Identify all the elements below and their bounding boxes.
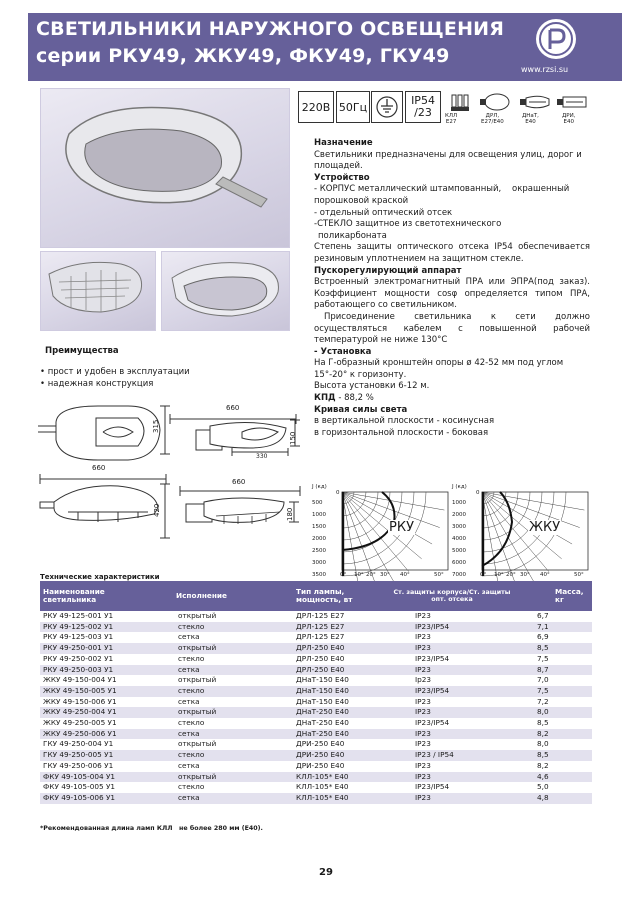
dri-lamp-caption: ДРИ, Е40 bbox=[562, 113, 576, 125]
advantages-list bbox=[40, 366, 190, 390]
drawing-side-view-2 bbox=[180, 494, 288, 528]
cell-mass: 7,5 bbox=[515, 686, 592, 697]
polar-ray bbox=[342, 492, 360, 582]
cell-name: ФКУ 49-105-004 У1 bbox=[40, 772, 156, 783]
dim-label-420: 420 bbox=[153, 503, 161, 517]
cell-lamp: ДНаТ-150 Е40 bbox=[293, 686, 389, 697]
cell-execution: сетка bbox=[178, 760, 200, 770]
polar-unit-label: J (кд) bbox=[312, 484, 327, 490]
cell-protection: IP23 bbox=[389, 665, 515, 676]
cell-name: РКУ 49-250-001 У1 bbox=[40, 643, 156, 654]
cell-protection: IP23/IP54 bbox=[415, 653, 450, 663]
table-row bbox=[40, 632, 592, 643]
cell-name: ЖКУ 49-250-004 У1 bbox=[40, 707, 156, 718]
cell-execution: открытый bbox=[178, 611, 217, 620]
dim-label-315: 315 bbox=[152, 419, 160, 433]
polar-tick-label: 1000 bbox=[312, 512, 326, 518]
cell-lamp: ДНаТ-150 Е40 bbox=[296, 675, 349, 685]
cell-lamp: ДНаТ-250 Е40 bbox=[293, 729, 389, 740]
table-row bbox=[40, 654, 592, 665]
cell-name: ГКУ 49-250-005 У1 bbox=[40, 750, 156, 761]
install-text-1: На Г-образный кронштейн опоры ø 42-52 мм под углом 15°-20° к горизонту. bbox=[314, 358, 564, 380]
drl-lamp-caption: ДРЛ, Е27/Е40 bbox=[481, 113, 504, 125]
cell-mass: 8,2 bbox=[515, 729, 592, 740]
cell-lamp: ДРИ-250 Е40 bbox=[296, 760, 345, 770]
col-header-lamp: Тип лампы, мощность, вт bbox=[293, 581, 389, 611]
polar-chart-zhku bbox=[452, 484, 594, 582]
cell-execution: сетка bbox=[156, 793, 293, 804]
dim-label-330: 330 bbox=[256, 453, 268, 460]
cell-name: ФКУ 49-105-005 У1 bbox=[43, 782, 116, 792]
cell-lamp: ДРЛ-125 Е27 bbox=[296, 611, 345, 620]
cell-mass: 6,7 bbox=[537, 611, 549, 620]
ip-rating-line1: IP54 bbox=[411, 94, 435, 107]
device-item-1: - КОРПУС металлический штампованный, окрашенный порошковой краской bbox=[314, 184, 573, 206]
dim-label-660c: 660 bbox=[232, 478, 246, 486]
cell-execution: стекло bbox=[178, 653, 205, 663]
advantages-heading: Преимущества bbox=[45, 346, 119, 356]
voltage-badge: 220В bbox=[298, 91, 334, 123]
table-row bbox=[40, 750, 592, 761]
cell-name: РКУ 49-250-003 У1 bbox=[40, 665, 156, 676]
cell-protection: IP23 bbox=[415, 760, 431, 770]
dim-label-660a: 660 bbox=[92, 464, 106, 472]
advantage-item: • прост и удобен в эксплуатации bbox=[40, 367, 190, 377]
ground-symbol-icon bbox=[371, 91, 403, 123]
col-header-execution: Исполнение bbox=[156, 581, 293, 611]
cell-execution: сетка bbox=[178, 632, 200, 642]
table-row bbox=[40, 643, 592, 654]
table-row bbox=[40, 675, 592, 686]
footnote: *Рекомендованная длина ламп КЛЛ не более 280 мм (Е40). bbox=[40, 825, 263, 832]
polar-angle-label: 40° bbox=[400, 572, 410, 578]
cell-lamp: ДРЛ-125 Е27 bbox=[296, 632, 345, 642]
cell-name: ФКУ 49-105-006 У1 bbox=[40, 793, 156, 804]
cell-protection: IP23 bbox=[415, 611, 431, 620]
polar-tick-label: 3000 bbox=[312, 560, 326, 566]
kpd-value: - 88,2 % bbox=[338, 393, 374, 404]
ballast-text-1: Встроенный электромагнитный ПРА или ЭПРА(под заказ). Коэффициент мощности cosφ определяется типом ПРА, работающего со светильником. bbox=[314, 277, 590, 311]
polar-angle-label: 20° bbox=[366, 572, 376, 578]
cell-lamp: ДРИ-250 Е40 bbox=[296, 739, 345, 749]
table-row bbox=[40, 622, 592, 633]
cell-protection: IP23 bbox=[389, 793, 515, 804]
polar-tick-label: 3500 bbox=[312, 572, 326, 578]
polar-angle-label: 30° bbox=[520, 572, 530, 578]
device-item-3: -СТЕКЛО защитное из светотехнического bbox=[314, 219, 502, 230]
cell-execution: стекло bbox=[156, 750, 293, 761]
dim-line-315 bbox=[160, 404, 170, 456]
cell-protection: IP23/IP54 bbox=[389, 686, 515, 697]
table-row bbox=[40, 665, 592, 676]
col-header-name: Наименование светильника bbox=[40, 581, 156, 611]
cell-execution: открытый bbox=[156, 707, 293, 718]
cell-mass: 7,2 bbox=[537, 696, 549, 706]
drawing-front-view bbox=[38, 482, 162, 540]
cell-mass: 4,6 bbox=[515, 772, 592, 783]
cell-execution: открытый bbox=[178, 739, 217, 749]
device-item-4: Степень защиты оптического отсека IP54 обеспечивается резиновым уплотнением на защитном стекле. bbox=[314, 242, 590, 264]
cell-protection: IP23 bbox=[415, 739, 431, 749]
cell-protection: IP23 / IP54 bbox=[389, 750, 515, 761]
polar-unit-label: J (кд) bbox=[452, 484, 467, 490]
cell-lamp: ДРЛ-125 Е27 bbox=[293, 622, 389, 633]
polar-angle-label: 30° bbox=[380, 572, 390, 578]
table-row bbox=[40, 739, 592, 750]
drawing-top-view bbox=[38, 400, 168, 470]
polar-tick-label: 500 bbox=[312, 500, 323, 506]
table-title: Технические характеристики bbox=[40, 573, 160, 581]
ballast-heading: Пускорегулирующий аппарат bbox=[314, 265, 462, 276]
cell-execution: стекло bbox=[178, 718, 205, 728]
cell-mass: 8,5 bbox=[515, 750, 592, 761]
dim-label-180: 180 bbox=[286, 507, 294, 521]
purpose-heading: Назначение bbox=[314, 138, 373, 148]
cell-mass: 7,1 bbox=[515, 622, 592, 633]
cell-protection: IP23 bbox=[389, 729, 515, 740]
cell-lamp: ДРЛ-250 Е40 bbox=[296, 653, 345, 663]
polar-angle-label: 0° bbox=[340, 572, 347, 578]
cell-name: РКУ 49-125-001 У1 bbox=[43, 611, 114, 620]
cell-mass: 6,9 bbox=[537, 632, 549, 642]
polar-tick-label: 2500 bbox=[312, 548, 326, 554]
cell-protection: IP23 bbox=[415, 696, 431, 706]
cell-protection: IP23 bbox=[389, 772, 515, 783]
page-title: СВЕТИЛЬНИКИ НАРУЖНОГО ОСВЕЩЕНИЯ bbox=[36, 18, 505, 40]
cell-mass: 8,5 bbox=[537, 718, 549, 728]
rzsi-logo-icon bbox=[535, 18, 577, 60]
curve-heading: Кривая силы света bbox=[314, 404, 408, 415]
cell-name: ЖКУ 49-150-006 У1 bbox=[43, 696, 117, 706]
polar-tick-label: 2000 bbox=[312, 536, 326, 542]
table-row bbox=[40, 772, 592, 783]
curve-text-2: в горизонтальной плоскости - боковая bbox=[314, 427, 489, 438]
cell-protection: IP23/IP54 bbox=[415, 718, 450, 728]
polar-chart-label: РКУ bbox=[389, 520, 414, 535]
polar-grid bbox=[312, 484, 454, 582]
polar-tick-label: 3000 bbox=[452, 524, 466, 530]
cell-mass: 5,0 bbox=[537, 782, 549, 792]
polar-chart-label: ЖКУ bbox=[529, 520, 561, 535]
polar-tick-label: 1000 bbox=[452, 500, 466, 506]
cell-lamp: ДРИ-250 Е40 bbox=[293, 750, 389, 761]
cell-execution: сетка bbox=[178, 696, 200, 706]
cfl-lamp-caption: КЛЛ Е27 bbox=[445, 113, 458, 125]
polar-angle-label: 50° bbox=[574, 572, 584, 578]
specs-table bbox=[40, 581, 592, 804]
cell-lamp: КЛЛ-105* Е40 bbox=[296, 782, 349, 792]
cell-protection: IP23 bbox=[389, 707, 515, 718]
device-item-2: - отдельный оптический отсек bbox=[314, 207, 453, 218]
table-row bbox=[40, 718, 592, 729]
table-row bbox=[40, 686, 592, 697]
cfl-lamp-icon bbox=[449, 92, 473, 112]
polar-ray bbox=[482, 492, 500, 582]
cell-execution: стекло bbox=[156, 686, 293, 697]
device-heading: Устройство bbox=[314, 172, 370, 183]
cell-lamp: ДНаТ-250 Е40 bbox=[293, 707, 389, 718]
kpd-line bbox=[314, 393, 590, 405]
cell-mass: 8,2 bbox=[537, 760, 549, 770]
dnat-lamp-caption: ДНаТ, Е40 bbox=[522, 113, 539, 125]
table-row bbox=[40, 611, 592, 622]
cell-lamp: ДНаТ-250 Е40 bbox=[296, 718, 349, 728]
table-header-row bbox=[40, 581, 592, 611]
cell-name: РКУ 49-250-002 У1 bbox=[43, 653, 114, 663]
ip-rating-badge bbox=[405, 91, 441, 123]
polar-tick-label: 7000 bbox=[452, 572, 466, 578]
col-header-protection: Ст. защиты корпуса/Ст. защиты опт. отсека bbox=[389, 581, 515, 611]
table-row bbox=[40, 782, 592, 793]
light-curve bbox=[342, 492, 395, 550]
polar-angle-label: 10° bbox=[494, 572, 504, 578]
table-row bbox=[40, 793, 592, 804]
polar-chart-rku bbox=[312, 484, 454, 582]
dim-label-150: 150 bbox=[289, 431, 297, 445]
polar-tick-label: 6000 bbox=[452, 560, 466, 566]
polar-angle-label: 0° bbox=[480, 572, 487, 578]
cell-mass: 8,7 bbox=[515, 665, 592, 676]
luminaire-photo-main bbox=[40, 88, 290, 248]
table-row bbox=[40, 761, 592, 772]
cell-name: ГКУ 49-250-006 У1 bbox=[43, 760, 114, 770]
cell-name: РКУ 49-125-002 У1 bbox=[40, 622, 156, 633]
purpose-text: Светильники предназначены для освещения улиц, дорог и площадей. bbox=[314, 149, 582, 172]
cell-name: ЖКУ 49-150-004 У1 bbox=[43, 675, 117, 685]
polar-tick-label: 2000 bbox=[452, 512, 466, 518]
curve-text-1: в вертикальной плоскости - косинусная bbox=[314, 416, 495, 427]
cell-name: ЖКУ 49-250-005 У1 bbox=[43, 718, 117, 728]
cell-lamp: КЛЛ-105* Е40 bbox=[293, 793, 389, 804]
cell-execution: стекло bbox=[178, 782, 205, 792]
install-text-2: Высота установки 6-12 м. bbox=[314, 381, 430, 392]
table-row bbox=[40, 697, 592, 708]
website-url[interactable]: www.rzsi.su bbox=[521, 65, 569, 74]
cell-lamp: ДНаТ-150 Е40 bbox=[296, 696, 349, 706]
polar-angle-label: 40° bbox=[540, 572, 550, 578]
cell-name: РКУ 49-125-003 У1 bbox=[43, 632, 114, 642]
drl-lamp-icon bbox=[479, 92, 511, 112]
cell-mass: 8,5 bbox=[515, 643, 592, 654]
cell-protection: IP23 bbox=[389, 643, 515, 654]
cell-lamp: ДРЛ-250 Е40 bbox=[293, 643, 389, 654]
page-subtitle: серии РКУ49, ЖКУ49, ФКУ49, ГКУ49 bbox=[36, 45, 450, 67]
dim-label-660b: 660 bbox=[226, 404, 240, 412]
luminaire-photo-grid bbox=[40, 251, 156, 331]
advantage-item: • надежная конструкция bbox=[40, 379, 154, 389]
cell-mass: 4,8 bbox=[515, 793, 592, 804]
frequency-badge: 50Гц bbox=[336, 91, 370, 123]
dim-line-420 bbox=[160, 482, 170, 540]
cell-execution: сетка bbox=[156, 665, 293, 676]
polar-angle-label: 20° bbox=[506, 572, 516, 578]
cell-execution: открытый bbox=[156, 772, 293, 783]
dnat-lamp-icon bbox=[519, 92, 551, 112]
cell-protection: IP23/IP54 bbox=[415, 782, 450, 792]
description-section bbox=[314, 138, 590, 439]
install-heading: - Установка bbox=[314, 346, 372, 357]
ballast-text-2: Присоединение светильника к сети должно осуществляться кабелем с повышенной рабочей температурой не ниже 130°С bbox=[314, 311, 590, 346]
polar-tick-label: 5000 bbox=[452, 548, 466, 554]
ip-rating-line2: /23 bbox=[414, 106, 432, 119]
cell-mass: 8,0 bbox=[537, 739, 549, 749]
table-row bbox=[40, 729, 592, 740]
polar-tick-label: 0 bbox=[476, 490, 480, 496]
kpd-label: КПД bbox=[314, 393, 336, 404]
cell-protection: IP23/IP54 bbox=[389, 622, 515, 633]
cell-execution: открытый bbox=[178, 675, 217, 685]
table-row bbox=[40, 707, 592, 718]
cell-mass: 8,0 bbox=[515, 707, 592, 718]
dri-lamp-icon bbox=[556, 92, 588, 112]
cell-execution: сетка bbox=[156, 729, 293, 740]
device-item-3b: поликарбоната bbox=[318, 230, 387, 241]
cell-lamp: ДРЛ-250 Е40 bbox=[293, 665, 389, 676]
cell-protection: Ip23 bbox=[415, 675, 432, 685]
cell-name: ЖКУ 49-250-006 У1 bbox=[40, 729, 156, 740]
cell-mass: 7,5 bbox=[537, 653, 549, 663]
polar-angle-label: 10° bbox=[354, 572, 364, 578]
cell-protection: IP23 bbox=[415, 632, 431, 642]
polar-angle-label: 50° bbox=[434, 572, 444, 578]
col-header-mass: Масса, кг bbox=[515, 581, 592, 611]
cell-execution: открытый bbox=[156, 643, 293, 654]
cell-name: ЖКУ 49-150-005 У1 bbox=[40, 686, 156, 697]
page-number: 29 bbox=[319, 867, 333, 878]
polar-grid bbox=[452, 484, 594, 582]
polar-tick-label: 0 bbox=[336, 490, 340, 496]
cell-lamp: КЛЛ-105* Е40 bbox=[293, 772, 389, 783]
polar-tick-label: 1500 bbox=[312, 524, 326, 530]
polar-tick-label: 4000 bbox=[452, 536, 466, 542]
cell-name: ГКУ 49-250-004 У1 bbox=[43, 739, 114, 749]
cell-mass: 7,0 bbox=[537, 675, 549, 685]
cell-execution: стекло bbox=[156, 622, 293, 633]
luminaire-photo-glass bbox=[161, 251, 290, 331]
